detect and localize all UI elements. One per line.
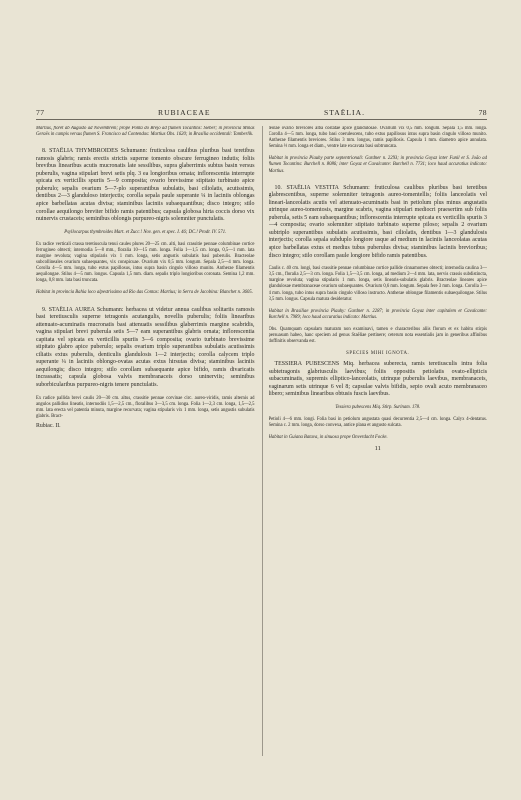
two-column-body <box>36 126 487 756</box>
left-column <box>36 126 255 756</box>
left-top-paragraph: Martius, floret ab Augusto ad Novembrem; prope Ponta do Brejo ad flumen Tocantins: Sieber; in provincia Minas Geraës in campis versus flumen S. Francisco ad Contendas: Martius Obs. 1620; in Brasilia occidentali: Tamberlik. <box>36 126 255 138</box>
signature-mark: Rubiac. II. <box>36 422 61 429</box>
species-8-habitat: Habitat in provincia Bahia loco alpestrissimo ad Rio das Contas: Martius; in Serra de Jacobina: Blanchet n. 3605. <box>36 290 253 296</box>
species-9-description: Ex radice pallida brevi caulis 20—30 cm. altus, crassitie pennae corvinae circ. aureo-viridis, ramis alternis ad angulos pallidius lineatis, internodiis 1,5—2,5 cm., floralibus 3—3,5 cm. longa. Folia 1—2,3 cm. longa, 1,5—2,5 mm. lata erecta vel patentia minuta, margine recurvata; vagina stipularis vix 1 mm. longa, setis angustis subulatis glabris. Bract- <box>36 395 255 419</box>
tessiera-synonym: Tessiera pubescens Miq. Stirp. Surinam. 178. <box>335 404 421 410</box>
species-8-description: Ex radice verticali crassa teretiuscula tenui caules plures 20—25 cm. alti, basi crassitie pennae columbinae cortice ferrugineo obtecti; internodia 5—8 mm., floralia 10—15 mm. longa. Folia 1—1,5 cm. longa, 0,5—1 mm. lata margine revoluta; vagina stipularis vix 1 mm. longa, setis angustis subulatis basi puberulis. Bracteolae subcollineales ovarium subaequantes, vix conspicuae. Ovarium vix 0,5 mm. longum. Sepala 2,5—4 mm. longa. Corolla 4—5 mm. longa, tubo extus papillosus, intus supra basin cingulo villoso munito. Antherae filamentis aequilongae. Stilus 4—5 mm. longus. Capsula 1,5 mm. diam. sepalis triplo longioribus coronata. Semina 1,2 mm. longa, 0,8 mm. lata basi truncata. <box>36 241 255 284</box>
species-10-habitat: Habitat in Brasiliae provincia Piauhy: Gardner n. 2287; in provincia Goyaz inter capitalem et Cavalcante: Burchell n. 7989; loco haud accuratius indicato: Martius. <box>268 308 487 320</box>
species-8-diagnosis: 8. STAËLIA THYMBROIDES Schumann: fruticulosa caulibus pluribus basi teretibus ramosis glabris; ramis erectis strictis superne tomento obscure ferrugineo indutis; foliis brevibus linearibus acutis mucronatis late sessilibus, supra glaberrimis subtus basin versus puberulis, vagina stipulari brevi setis plq. 3 ea longioribus ornata; inflorescentia interrupte spicata ex verticillis spuriis 5—9 composita; ovario brevissime stipitato turbinato apice puberulo; sepalis ovarium 5—7-plo superantibus subulatis, basi ciliolatis, acutissimis, dentibus 2—3 glanduloso interjectis; corolla sepala paule superante ¼ in laciniis oblongas apice barbellatas acutas divisa; staminibus laciniis subaequantibus; disco integro; stilo corollae aequilongo breviter bifido ramis patentibus; capsula globosa hirta coccis dorso vix nuinervis crustaceis; seminibus oblongis purpureo-nigris solemniter punctulatis. <box>36 148 255 223</box>
species-9-habitat: Habitat in provincia Piauhy parte septentrionali: Gardner n. 2293; in provincia Goyaz inter Funil et S. João ad flumen Tocantins: Burchell n. 8086; inter Goyaz et Cavalcante: Burchell n. 7731; loco haud accuratius indicato: Martius. <box>268 156 487 174</box>
page-footer-number: 11 <box>374 445 381 453</box>
page-number-right: 78 <box>478 108 487 117</box>
species-9-diagnosis: 9. STAËLIA AUREA Schumann: herbacea ut videtur annua caulibus solitariis ramosis basi teretiusculis superne tetragonis acutangulis, novellis puberulis; foliis linearibus attenuato-acuminatis mucronatis basi attenuatis sessilibus glaberrimis margine scabridis, vagina stipulari brevi puberula setis 5—7 eam superantibus glabris ornata; inflorescentia capitata vel spicata ex verticillis spuriis 3—6 composita; ovario turbinato brevissime stipitato glabro apice puberulo; sepalis ovarium triplo superantibus subulatis acutissimis ciliatis extus puberulis, denticulis glandulosis 1—2 interjectis; corolla calycem triplo superante ¼ in laciniis oblongo-ovatas acutas extus hirsutas divisa; staminibus laciniis aequilongis; disco integro; stilo corollam subaequante apice bifido, ramis divaricatis incrassatis; capsula globosa valvis membranaceis dorso uninerviis; seminibus suborbicularibus purpureo-nigris tenere punctulatis. <box>36 306 255 388</box>
tessiera-habitat: Habitat in Guiana Batava, in sinuosa prope Onverdacht Focke. <box>268 435 388 441</box>
running-header <box>36 108 487 120</box>
tessiera-diagnosis: TESSIERA PUBESCENS Miq. herbacea suberecta, ramis teretiusculis intra folia subtetragonis glabriusculis laevibus; foliis oppositis petiolatis ovato-ellipticis subacuminatis, supremis elliptico-lanceolatis, utrinque puberulis laevibus, membranaceis, vaginarum setis utrinque 6 vel 8; capsulae valvis bifidis, sepio ovali acuto membranaceo libero; seminibus linearibus obtusis fuscis laevibus. <box>268 361 487 398</box>
right-column <box>269 126 488 756</box>
page-number-left: 77 <box>36 108 45 117</box>
species-10-description: Caulis c. 40 cm. longi, basi crassitie pennae columbinae cortice pallide cinnamomeo obtecti; internodia caulina 3—3,5 cm., floralia 2,5—3 cm. longa. Folia 1,5—3,5 cm. longa, ad medium 2—4 mm. lata, nervis crassis subdistincta, margine revoluta; vagina stipularis 1 mm. longa, setis linearis-subulatis glabris. Bracteolae lineares apice glandulosae membranaceae ovarium subaequantes. Ovarium 0,6 mm. longum. Sepala fere 3 mm. longa. Corolla 3—4 mm. longa, tubo intus supra basin cingulo villoso instructo. Antherae oblongae filamentis subaequilongae. Stilus 3,5 mm. longus. Capsula matura desideratur. <box>268 266 487 302</box>
genus-title: STAËLIA. <box>324 108 365 117</box>
tessiera-description: Petioli 4—6 mm. longi. Folia basi in petiolum angustata quasi decurrentia 2,5—4 cm. longa. Calyx 4-dentatus. Semina c. 2 mm. longa, dorso convexa, antice plana et angusto sulcata. <box>268 416 487 429</box>
section-heading: SPECIES MIHI IGNOTA. <box>346 351 410 357</box>
observation-note: Obs. Quamquam capsulam maturam non examinavi, tamen e characteribus aliis florum et ex habitu stirpis persuasum habeo, hanc speciem ad genus Staëliae pertinere; ceterum nota essentialis jam in generibus affinibus doffinitis observanda est. <box>268 326 487 345</box>
right-top-paragraph: teolae ovario breviores alba costatae apice glandulosae. Ovarium vix 0,5 mm. longum. Sepala 1,5 mm. longa. Corolla 4—5 mm. longa, tubo basi coerulescens, tubo extus papillosus intus supra basin cingulo villoso munito. Antherae filamentis breviores. Stilus 3 mm. longus, ramis papillosis. Capsula 1 mm. diametro apice annulata. Semina ⅓ mm. longa et diam., ventre late excavata basi subtruncata. <box>268 126 487 150</box>
species-8-synonym: Psyllocarpus thymbroides Mart. et Zucc.! Nov. gen. et spec. I. 46; DC.! Prodr. IV. 571. <box>64 229 227 235</box>
species-10-diagnosis: 10. STAËLIA VESTITA Schumann: fruticulosa caulibus pluribus basi teretibus glabrescentibus, superne solemniter tetragonis aureo-tomentellis; foliis lanceolatis vel lineari-lanceolatis acutis vel attenuato-acuminatis basi in petiolum plus minus angustatis utrinque aureo-tomentosis, margine scabris, vagina stipulari mediocri praesertim sub foliis puberula, setis 5 eam subaequantibus; inflorescentia interrupte spicata ex verticillis spuriis 3—4 composita; ovario solemniter stipitato turbinato superne piloso; sepalis 2 ovarium subtriplo superantibus subulatis acutissimis, basi ciliolatis, dentibus 1—3 glandulosis interjectis; corolla sepala subduplo longiore usque ad medium in laciniis lanceolatas acutas apice barbellatas extus et medius tubus puberulus divisa; staminibus laciniis brevioribus; disco integro; stilo corollam paule longiore bifido ramis patentibus. <box>268 184 487 259</box>
family-title: RUBIACEAE <box>158 108 211 117</box>
